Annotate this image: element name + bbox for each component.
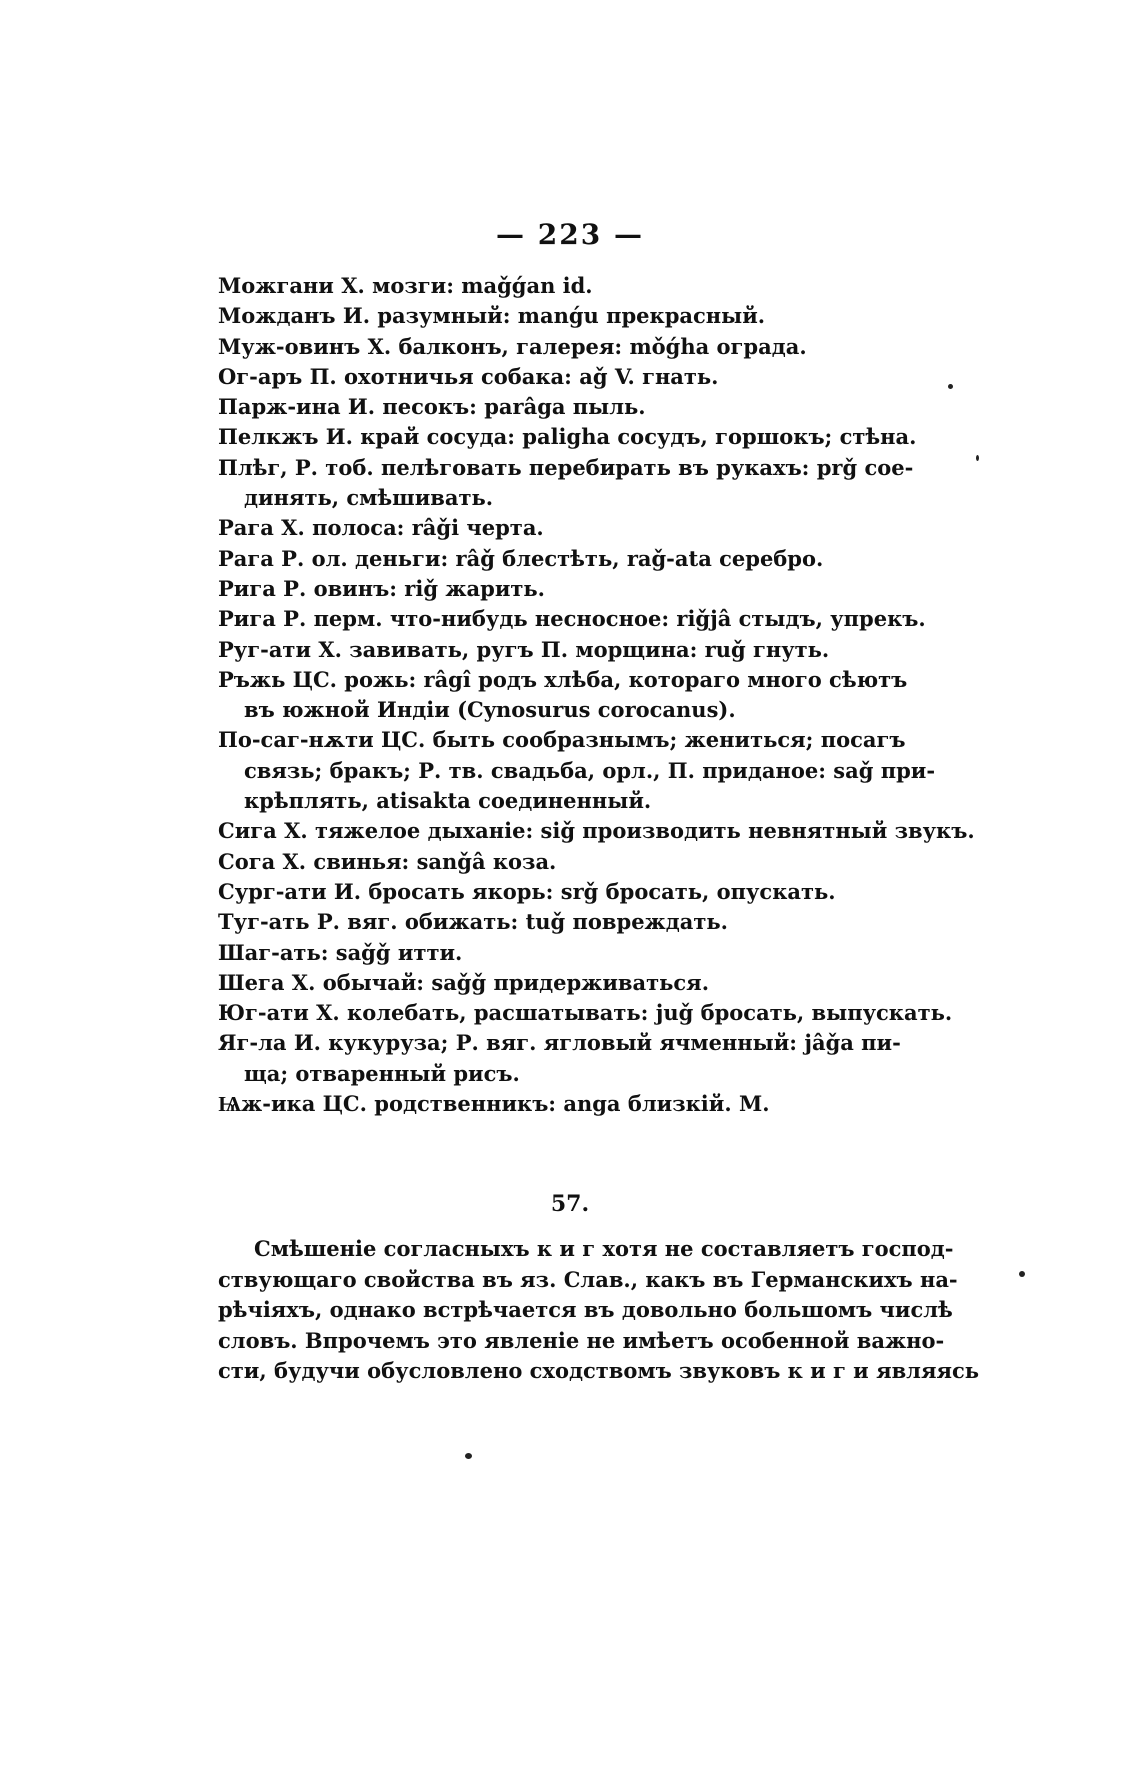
paragraph-line: рѣчіяхъ, однако встрѣчается въ довольно большомъ числѣ bbox=[218, 1297, 953, 1322]
entry-headline: Сога Х. свинья: sanǧâ коза. bbox=[218, 848, 557, 874]
entry-continuation: крѣплять, atisakta соединенный. bbox=[244, 788, 652, 814]
body-paragraph bbox=[218, 1234, 980, 1387]
dictionary-entry bbox=[218, 665, 908, 726]
dictionary-entry bbox=[218, 513, 873, 543]
dictionary-entry bbox=[218, 604, 926, 634]
dictionary-entry bbox=[218, 574, 873, 604]
entry-headline: Туг-ать Р. вяг. обижать: tuǧ повреждать. bbox=[218, 909, 728, 935]
paragraph-line: ствующаго свойства въ яз. Слав., какъ въ Германскихъ на- bbox=[218, 1266, 958, 1292]
dictionary-entry bbox=[218, 544, 873, 574]
dictionary-entry bbox=[218, 422, 917, 452]
dictionary-entry bbox=[218, 907, 873, 937]
scan-speck bbox=[1019, 1271, 1025, 1277]
dictionary-entry bbox=[218, 362, 873, 392]
dictionary-entry bbox=[218, 725, 936, 816]
scan-speck bbox=[976, 455, 979, 461]
entry-headline: Яг-ла И. кукуруза; Р. вяг. ягловый ячменный: jâǧa пи- bbox=[218, 1030, 901, 1056]
entry-headline: Ръжь ЦС. рожь: râgî родъ хлѣба, котораго много сѣютъ bbox=[218, 666, 908, 692]
dictionary-entry bbox=[218, 1089, 873, 1119]
entry-headline: Шега Х. обычай: saǧǧ придерживаться. bbox=[218, 969, 710, 995]
paragraph-line: сти, будучи обусловлено сходствомъ звуковъ к и г и являясь bbox=[218, 1358, 980, 1383]
dictionary-entry bbox=[218, 271, 873, 301]
dictionary-entry bbox=[218, 1028, 901, 1089]
dictionary-entry bbox=[218, 392, 873, 422]
entry-headline: Ѩж-ика ЦС. родственникъ: anga близкій. М. bbox=[218, 1091, 770, 1117]
entry-headline: Пелкжъ И. край сосуда: paligha сосудъ, горшокъ; стѣна. bbox=[218, 424, 917, 450]
dictionary-entry bbox=[218, 998, 953, 1028]
entry-headline: Ог-аръ П. охотничья собака: aǧ V. гнать. bbox=[218, 363, 719, 389]
entry-headline: Рага Р. ол. деньги: râǧ блестѣть, raǧ-ata серебро. bbox=[218, 545, 824, 571]
dictionary-entry bbox=[218, 877, 873, 907]
entry-continuation: въ южной Индіи (Cynosurus corocanus). bbox=[244, 697, 736, 723]
dictionary-entry bbox=[218, 301, 873, 331]
dictionary-entries bbox=[218, 271, 975, 1119]
dictionary-entry bbox=[218, 816, 975, 846]
entry-headline: Рига Р. овинъ: riǧ жарить. bbox=[218, 575, 545, 601]
paragraph-line: словъ. Впрочемъ это явленіе не имѣетъ особенной важно- bbox=[218, 1327, 945, 1353]
entry-headline: Можданъ И. разумный: manǵu прекрасный. bbox=[218, 303, 766, 329]
entry-headline: Парж-ина И. песокъ: parâga пыль. bbox=[218, 394, 646, 420]
entry-continuation: связь; бракъ; Р. тв. свадьба, орл., П. приданое: saǧ при- bbox=[244, 757, 936, 783]
entry-headline: Рига Р. перм. что-нибудь несносное: riǧjâ стыдъ, упрекъ. bbox=[218, 606, 926, 632]
entry-headline: Муж-овинъ Х. балконъ, галерея: mǒǵha ограда. bbox=[218, 333, 807, 359]
dictionary-entry bbox=[218, 332, 873, 362]
entry-headline: Руг-ати Х. завивать, ругъ П. морщина: ruǧ гнуть. bbox=[218, 636, 830, 662]
scan-speck bbox=[465, 1453, 472, 1459]
dictionary-entry bbox=[218, 453, 914, 514]
dictionary-entry bbox=[218, 968, 873, 998]
dictionary-entry bbox=[218, 847, 873, 877]
entry-headline: Сург-ати И. бросать якорь: srǧ бросать, опускать. bbox=[218, 878, 836, 904]
dictionary-entry bbox=[218, 635, 873, 665]
entry-continuation: динять, смѣшивать. bbox=[244, 485, 494, 511]
entry-headline: Плѣг, Р. тоб. пелѣговать перебирать въ рукахъ: prǧ сое- bbox=[218, 454, 914, 480]
entry-headline: Рага Х. полоса: râǧi черта. bbox=[218, 515, 544, 541]
entry-headline: Сига Х. тяжелое дыханіе: siǧ производить невнятный звукъ. bbox=[218, 818, 975, 844]
entry-headline: Можгани Х. мозги: maǧǵan id. bbox=[218, 273, 593, 298]
dictionary-entry bbox=[218, 938, 873, 968]
paragraph-line: Смѣшеніе согласныхъ к и г хотя не составляетъ господ- bbox=[254, 1236, 954, 1261]
entry-continuation: ща; отваренный рисъ. bbox=[244, 1060, 520, 1086]
entry-headline: Юг-ати Х. колебать, расшатывать: juǧ бросать, выпускать. bbox=[218, 1000, 953, 1026]
entry-headline: Шаг-ать: saǧǧ итти. bbox=[218, 939, 463, 965]
scan-speck bbox=[948, 384, 953, 389]
entry-headline: По-саг-нѫти ЦС. быть сообразнымъ; жениться; посагъ bbox=[218, 727, 906, 753]
page-number: — 223 — bbox=[496, 218, 644, 251]
section-number: 57. bbox=[550, 1191, 590, 1217]
